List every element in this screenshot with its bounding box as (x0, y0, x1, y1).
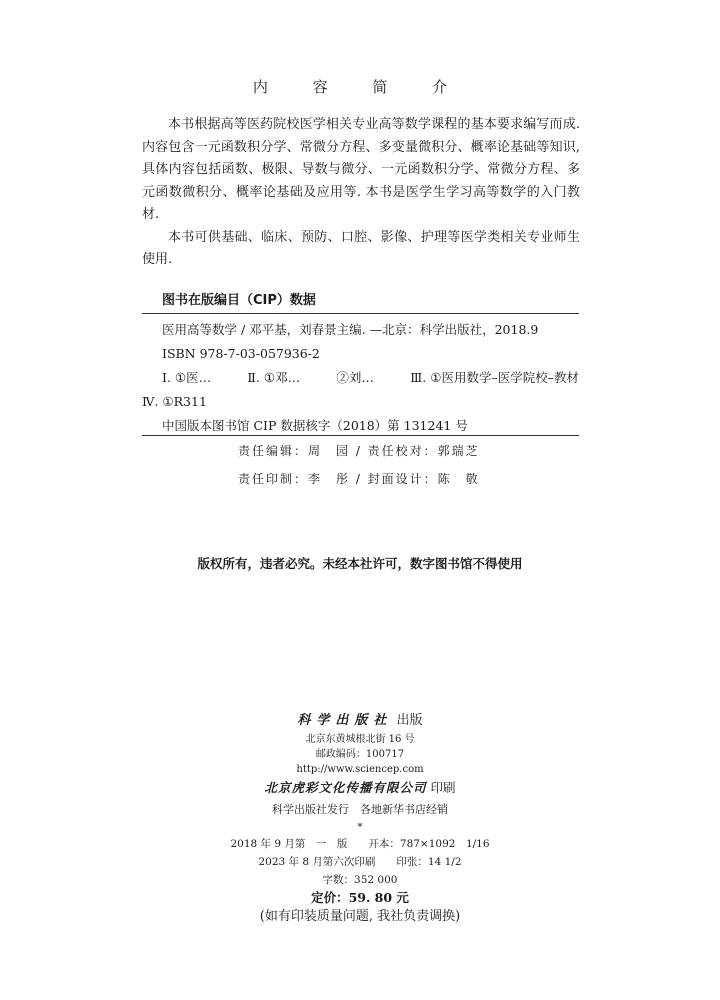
publisher-address: 北京东黄城根北街 16 号 (305, 734, 415, 745)
imprint-block (0, 710, 720, 927)
print-cover-design-line: 责任印制：李 彤 / 封面设计：陈 敬 (238, 472, 480, 486)
cip-top-rule (142, 313, 579, 314)
cip-title-line: 医用高等数学 / 邓平基，刘春景主编. —北京：科学出版社，2018.9 (162, 322, 539, 337)
price: 定价：59. 80 元 (311, 890, 409, 905)
word-count: 字数：352 000 (322, 874, 398, 886)
printer-line (0, 777, 720, 799)
summary-paragraph-2: 本书可供基础、临床、预防、口腔、影像、护理等医学类相关专业师生使用. (142, 229, 580, 267)
distribution-line: 科学出版社发行 各地新华书店经销 (272, 803, 448, 816)
printer-suffix: 印刷 (430, 780, 456, 795)
content-summary (142, 114, 580, 272)
cip-class-item: Ⅱ. ①邓… (247, 370, 301, 385)
publisher-logo-text: 科学出版社 (297, 713, 393, 728)
cip-heading: 图书在版编目（CIP）数据 (162, 293, 316, 308)
cip-bottom-rule (142, 435, 579, 436)
editor-proofreader-line: 责任编辑：周 园 / 责任校对：郭瑞芝 (238, 444, 480, 458)
cip-isbn-line: ISBN 978-7-03-057936-2 (162, 346, 320, 361)
cip-data-block (142, 318, 579, 438)
summary-paragraph-1: 本书根据高等医药院校医学相关专业高等数学课程的基本要求编写而成. 内容包含一元函数积分学、常微分方程、多变量微积分、概率论基础等知识, 具体内容包括函数、极限、导数与微分、一元函数积分学、常微分方程、多元函数微积分、概率论基础及应用等. 本书是医学生学习高等数学的入门教材. (142, 117, 580, 222)
edition-line-1: 2018 年 9 月第 一 版 开本：787×1092 1/16 (230, 838, 490, 850)
publisher-suffix: 出版 (396, 713, 423, 728)
quality-notice: (如有印装质量问题, 我社负责调换) (259, 909, 461, 924)
publisher-line (0, 710, 720, 732)
cip-clc-line: Ⅳ. ①R311 (142, 394, 207, 409)
edition-line-2: 2023 年 8 月第六次印刷 印张：14 1/2 (258, 856, 462, 868)
copyright-notice: 版权所有，违者必究。未经本社许可，数字图书馆不得使用 (197, 556, 523, 571)
printer-logo-text: 北京虎彩文化传播有限公司 (264, 780, 427, 795)
cip-class-item: ②刘… (336, 370, 374, 385)
cip-class-item: Ⅰ. ①医… (162, 370, 212, 385)
publisher-website: http://www.sciencep.com (296, 764, 424, 775)
cip-classification-line (142, 366, 579, 390)
publisher-postcode: 邮政编码：100717 (315, 749, 405, 760)
cip-record-number-line: 中国版本图书馆 CIP 数据核字（2018）第 131241 号 (162, 418, 468, 433)
separator-star: * (357, 822, 363, 833)
cip-class-item: Ⅲ. ①医用数学–医学院校–教材 (410, 370, 579, 385)
page-title: 内 容 简 介 (252, 78, 468, 96)
